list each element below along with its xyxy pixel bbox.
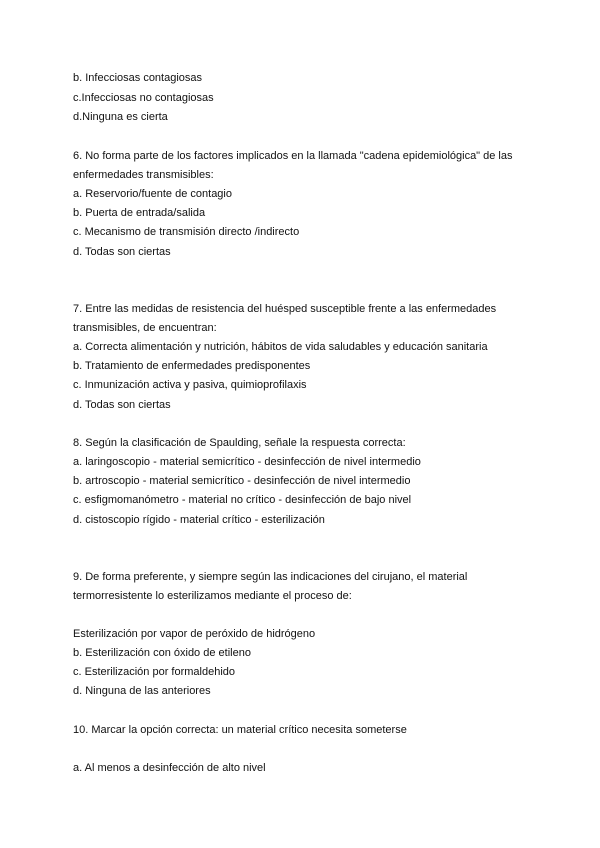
option-b: b. Tratamiento de enfermedades predisponentes (73, 360, 311, 372)
option-d: d. Todas son ciertas (73, 399, 171, 411)
option-d: d. Todas son ciertas (73, 246, 171, 258)
option-a: Esterilización por vapor de peróxido de hidrógeno (73, 628, 316, 640)
option-b: b. Puerta de entrada/salida (73, 207, 206, 219)
option-a: a. Al menos a desinfección de alto nivel (73, 762, 266, 774)
question-text: 10. Marcar la opción correcta: un material crítico necesita someterse (73, 724, 407, 736)
question-text: enfermedades transmisibles: (73, 169, 214, 181)
option-c: c. Esterilización por formaldehido (73, 666, 236, 678)
option-c: c. esfigmomanómetro - material no crítico - desinfección de bajo nivel (73, 494, 412, 506)
option-b: b. Infecciosas contagiosas (73, 72, 203, 84)
option-d: d. cistoscopio rígido - material crítico - esterilización (73, 514, 325, 526)
option-a: a. Correcta alimentación y nutrición, hábitos de vida saludables y educación sanitaria (73, 341, 488, 353)
option-c: c. Mecanismo de transmisión directo /indirecto (73, 226, 300, 238)
option-b: b. Esterilización con óxido de etileno (73, 647, 251, 659)
option-c: c.Infecciosas no contagiosas (73, 92, 214, 104)
option-d: d.Ninguna es cierta (73, 111, 168, 123)
option-b: b. artroscopio - material semicrítico - desinfección de nivel intermedio (73, 475, 411, 487)
question-text: 9. De forma preferente, y siempre según las indicaciones del cirujano, el material (73, 571, 468, 583)
option-c: c. Inmunización activa y pasiva, quimioprofilaxis (73, 379, 307, 391)
option-a: a. laringoscopio - material semicrítico - desinfección de nivel intermedio (73, 456, 421, 468)
option-a: a. Reservorio/fuente de contagio (73, 188, 232, 200)
question-text: 7. Entre las medidas de resistencia del huésped susceptible frente a las enfermedades (73, 303, 497, 315)
question-text: 8. Según la clasificación de Spaulding, señale la respuesta correcta: (73, 437, 406, 449)
question-text: termorresistente lo esterilizamos mediante el proceso de: (73, 590, 352, 602)
option-d: d. Ninguna de las anteriores (73, 685, 211, 697)
question-text: transmisibles, de encuentran: (73, 322, 217, 334)
question-text: 6. No forma parte de los factores implicados en la llamada "cadena epidemiológica" de las (73, 150, 513, 162)
